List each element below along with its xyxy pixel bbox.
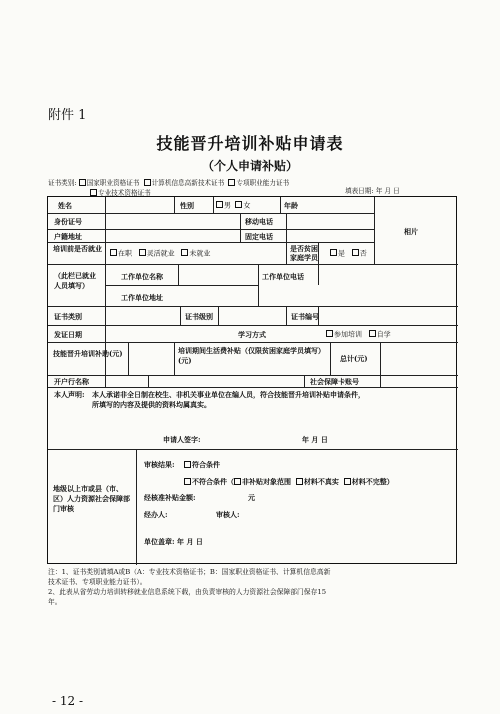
label-gender: 性别 (180, 201, 194, 210)
label-cert-level: 证书级别 (185, 312, 213, 321)
fill-date: 填表日期: 年 月 日 (345, 187, 400, 195)
checkbox-icon[interactable] (228, 179, 235, 186)
label-employer-name: 工作单位名称 (121, 272, 163, 281)
checkbox-icon[interactable] (352, 249, 359, 256)
label-reviewer: 审核人: (216, 510, 240, 519)
declaration-label: 本人声明: (54, 390, 85, 399)
cert-option: 专业技术资格证书 (98, 189, 151, 197)
note-line: 注：1、证书类别请填A或B（A：专业技术资格证书；B：国家职业资格证书、计算机信息高新 (48, 568, 331, 576)
applicant-signature-label: 申请人签字: (163, 435, 201, 444)
label-employed-note: （此栏已就业人员填写） (54, 271, 96, 290)
label-landline: 固定电话 (245, 232, 273, 241)
checkbox-icon[interactable] (235, 201, 242, 208)
checkbox-icon[interactable] (144, 179, 151, 186)
label-review-department: 地级以上市或县（市、区）人力资源社会保障部门审核 (53, 484, 130, 513)
label-total: 总计(元) (340, 354, 368, 363)
page-subtitle: （个人申请补贴） (201, 159, 298, 173)
option-meets (184, 460, 220, 469)
option-training: 参加培训 (334, 330, 362, 339)
cert-option: 国家职业资格证书 (86, 179, 140, 187)
label-issue-date: 发证日期 (54, 330, 82, 339)
label-cert-category: 证书类别 (54, 312, 82, 321)
option-meets-label: 符合条件 (192, 460, 220, 469)
option-employed: 在职 (118, 249, 132, 258)
checkbox-icon[interactable] (344, 478, 351, 485)
application-form (47, 196, 457, 564)
label-employer-address: 工作单位地址 (121, 293, 163, 302)
label-study-mode: 学习方式 (238, 330, 266, 339)
option-not-complete: 材料不完整） (351, 477, 394, 486)
checkbox-icon[interactable] (184, 461, 191, 468)
note-line: 2、此表从省劳动力培训转移就业信息系统下载，由负责审核的人力资源社会保障部门保存15 (48, 588, 327, 596)
notes (48, 567, 458, 607)
checkbox-icon[interactable] (296, 478, 303, 485)
option-self-study: 自学 (376, 330, 391, 339)
label-subsidy-amount: 技能晋升培训补助(元) (53, 349, 123, 358)
poor-family-options (330, 249, 367, 259)
cert-option: 计算机信息高新技术证书 (151, 179, 225, 187)
label-age: 年龄 (284, 201, 298, 210)
employment-options (110, 249, 210, 259)
page-title: 技能晋升培训补贴申请表 (156, 134, 344, 153)
cert-type-label: 证书类别: (48, 179, 77, 187)
label-employer-phone: 工作单位电话 (262, 272, 304, 281)
note-line: 年。 (48, 598, 62, 606)
annex-label: 附件 1 (48, 108, 87, 123)
label-hukou: 户籍地址 (54, 232, 82, 241)
checkbox-icon[interactable] (369, 330, 376, 337)
checkbox-icon[interactable] (330, 249, 337, 256)
page-number: - 12 - (52, 694, 84, 708)
option-unemployed: 未就业 (189, 249, 211, 258)
option-no: 否 (359, 249, 367, 258)
signature-date: 年 月 日 (302, 435, 328, 444)
declaration-text-line2: 所填写的内容及提供的资料均属真实。 (92, 400, 211, 409)
label-handler: 经办人: (144, 510, 168, 519)
cert-option: 专项职业能力证书 (236, 179, 290, 187)
study-mode-options (326, 330, 391, 340)
checkbox-icon[interactable] (184, 478, 191, 485)
label-living-allowance: 培训期间生活费补贴（仅限贫困家庭学员填写）(元) (178, 346, 325, 365)
declaration-text-line1: 本人承诺非全日制在校生、非机关事业单位在编人员，符合技能晋升培训补贴申请条件， (92, 390, 365, 399)
checkbox-icon[interactable] (326, 330, 333, 337)
label-review-result: 审核结果: (144, 460, 175, 469)
stamp-date: 单位盖章: 年 月 日 (144, 537, 203, 546)
checkbox-icon[interactable] (139, 249, 146, 256)
option-male: 男 (224, 201, 231, 210)
label-yuan: 元 (248, 493, 255, 502)
checkbox-icon[interactable] (110, 249, 117, 256)
checkbox-icon[interactable] (234, 478, 241, 485)
label-employment-question: 培训前是否就业 (53, 244, 102, 253)
checkbox-icon[interactable] (90, 189, 97, 196)
label-social-security-no: 社会保障卡账号 (310, 377, 359, 386)
label-bank: 开户行名称 (54, 377, 89, 386)
option-not-in-scope: 非补贴对象范围 (242, 477, 291, 486)
gender-options (216, 201, 250, 211)
label-poor-family-question: 是否贫困家庭学员 (290, 244, 318, 262)
option-not-meets-row (184, 477, 394, 486)
checkbox-icon[interactable] (216, 201, 223, 208)
option-female: 女 (243, 201, 251, 210)
label-name: 姓名 (58, 201, 72, 210)
note-line: 技术证书、专项职业能力证书）。 (48, 578, 147, 586)
option-not-true: 材料不真实 (303, 477, 339, 486)
checkbox-icon[interactable] (79, 179, 86, 186)
option-flexible: 灵活就业 (146, 249, 175, 258)
option-yes: 是 (338, 249, 345, 258)
checkbox-icon[interactable] (181, 249, 188, 256)
cert-type-row (48, 177, 289, 187)
label-id-number: 身份证号 (54, 217, 82, 226)
label-approved-amount: 经核准补贴金额: (144, 493, 196, 502)
label-mobile: 移动电话 (245, 217, 273, 226)
label-cert-number: 证书编号 (291, 312, 319, 321)
option-not-meets: 不符合条件（ (192, 477, 234, 486)
label-photo: 相片 (404, 227, 418, 236)
